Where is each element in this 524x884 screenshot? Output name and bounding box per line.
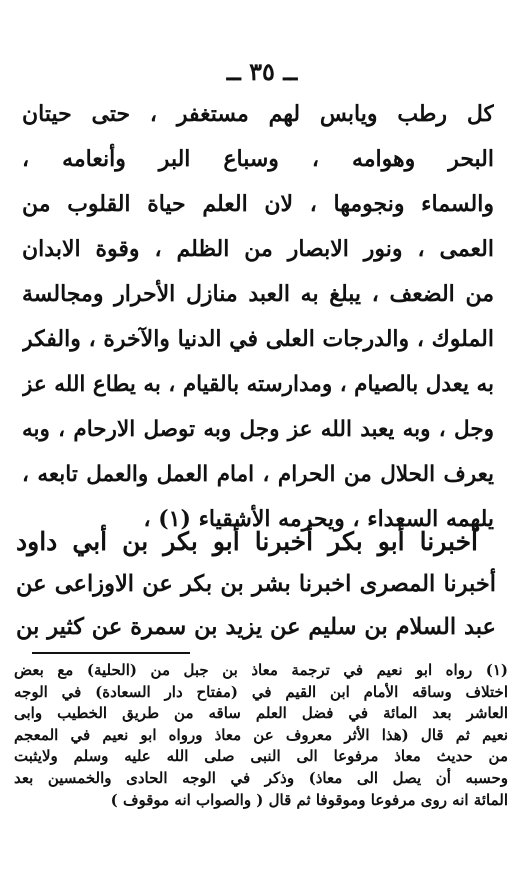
footnote-line: من حديث معاذ مرفوعا الى النبى صلى الله عليه وسلم ولايثبت [14, 747, 508, 766]
footnote-line: العاشر بعد المائة في فضل العلم ساقه من طريق الخطيب وابى [14, 704, 508, 723]
footnote-line: المائة انه روى مرفوعا وموقوفا ثم قال ( والصواب انه موقوف ) [110, 790, 508, 809]
text-line: البحر وهوامه ، وسباع البر وأنعامه ، [22, 146, 494, 172]
footnote-line: وحسبه أن يصل الى معاذ) وذكر في الوجه الحادى والخمسين بعد [14, 768, 508, 787]
main-text [22, 92, 494, 542]
footnote-line: نعيم ثم قال (هذا الأثر معروف عن معاذ ورواه ابو نعيم في المعجم [14, 725, 508, 744]
footnotes [14, 660, 508, 811]
text-line: كل رطب ويابس لهم مستغفر ، حتى حيتان [22, 101, 494, 127]
footnote-line: (١) رواه ابو نعيم في ترجمة معاذ بن جبل من (الحلية) مع بعض [14, 661, 508, 679]
text-line: يلهمه السعداء ، ويحرمه الأشقياء (١) ، [143, 506, 494, 532]
isnad-line: أخبرنا أبو بكر أخبرنا أبو بكر بن أبي داود [16, 527, 478, 556]
text-line: والسماء ونجومها ، لان العلم حياة القلوب من [22, 191, 494, 217]
text-line: يعرف الحلال من الحرام ، امام العمل والعمل تابعه ، [22, 462, 494, 487]
text-line: من الضعف ، يبلغ به العبد منازل الأحرار ومجالسة [22, 281, 494, 307]
isnad-line: عبد السلام بن سليم عن يزيد بن سمرة عن كثير بن [16, 614, 496, 640]
text-line: الملوك ، والدرجات العلى في الدنيا والآخرة ، والفكر [22, 326, 494, 352]
isnad-line: أخبرنا المصرى اخبرنا بشر بن بكر عن الاوزاعى عن [16, 571, 496, 597]
text-line: وجل ، وبه يعبد الله عز وجل وبه توصل الارحام ، وبه [22, 417, 494, 442]
text-line: به يعدل بالصيام ، ومدارسته بالقيام ، به يطاع الله عز [22, 372, 494, 397]
text-line: العمى ، ونور الابصار من الظلم ، وقوة الابدان [22, 236, 494, 262]
page-number: ــ ٣٥ ــ [226, 57, 298, 86]
footnote-divider [32, 652, 190, 654]
footnote-line: اختلاف وساقه الأمام ابن القيم في (مفتاح دار السعادة) في الوجه [14, 682, 508, 701]
isnad-paragraph [16, 520, 496, 649]
